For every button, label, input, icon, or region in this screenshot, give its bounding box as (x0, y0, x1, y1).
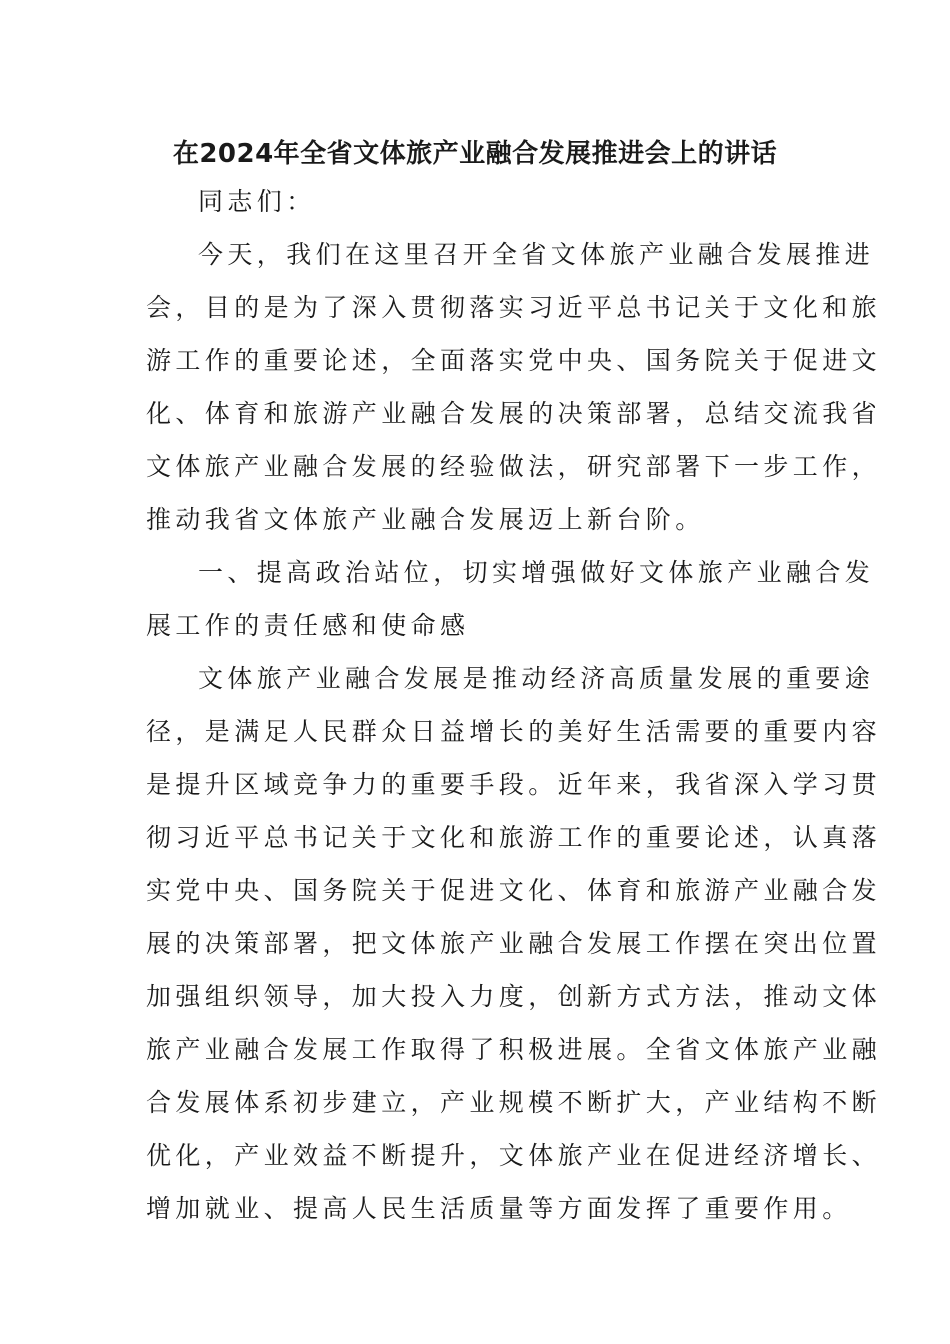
paragraph-line: 旅产业融合发展工作取得了积极进展。全省文体旅产业融 (146, 1035, 882, 1064)
paragraph-line: 增加就业、提高人民生活质量等方面发挥了重要作用。 (146, 1194, 852, 1223)
paragraph-line: 是提升区域竞争力的重要手段。近年来，我省深入学习贯 (146, 770, 882, 799)
paragraph-line: 文体旅产业融合发展是推动经济高质量发展的重要途 (198, 664, 875, 693)
paragraph-intro (146, 228, 882, 546)
greeting: 同志们： (198, 187, 316, 216)
heading-line: 展工作的责任感和使命感 (146, 611, 470, 640)
paragraph-line: 合发展体系初步建立，产业规模不断扩大，产业结构不断 (146, 1088, 882, 1117)
document-title: 在2024年全省文体旅产业融合发展推进会上的讲话 (172, 139, 778, 169)
paragraph-line: 会，目的是为了深入贯彻落实习近平总书记关于文化和旅 (146, 293, 882, 322)
paragraph-line: 今天，我们在这里召开全省文体旅产业融合发展推进 (198, 240, 875, 269)
paragraph-line: 文体旅产业融合发展的经验做法，研究部署下一步工作， (146, 452, 882, 481)
paragraph-body (146, 652, 882, 1235)
document-body (146, 175, 882, 1235)
heading-line: 一、提高政治站位，切实增强做好文体旅产业融合发 (198, 558, 875, 587)
paragraph-line: 加强组织领导，加大投入力度，创新方式方法，推动文体 (146, 982, 882, 1011)
paragraph-line: 径，是满足人民群众日益增长的美好生活需要的重要内容 (146, 717, 882, 746)
paragraph-line: 化、体育和旅游产业融合发展的决策部署，总结交流我省 (146, 399, 882, 428)
paragraph-line: 实党中央、国务院关于促进文化、体育和旅游产业融合发 (146, 876, 882, 905)
paragraph-line: 优化，产业效益不断提升，文体旅产业在促进经济增长、 (146, 1141, 882, 1170)
section-heading-1 (146, 546, 875, 652)
paragraph-line: 展的决策部署，把文体旅产业融合发展工作摆在突出位置 (146, 929, 882, 958)
paragraph-line: 游工作的重要论述，全面落实党中央、国务院关于促进文 (146, 346, 882, 375)
paragraph-line: 推动我省文体旅产业融合发展迈上新台阶。 (146, 505, 705, 534)
paragraph-line: 彻习近平总书记关于文化和旅游工作的重要论述，认真落 (146, 823, 882, 852)
